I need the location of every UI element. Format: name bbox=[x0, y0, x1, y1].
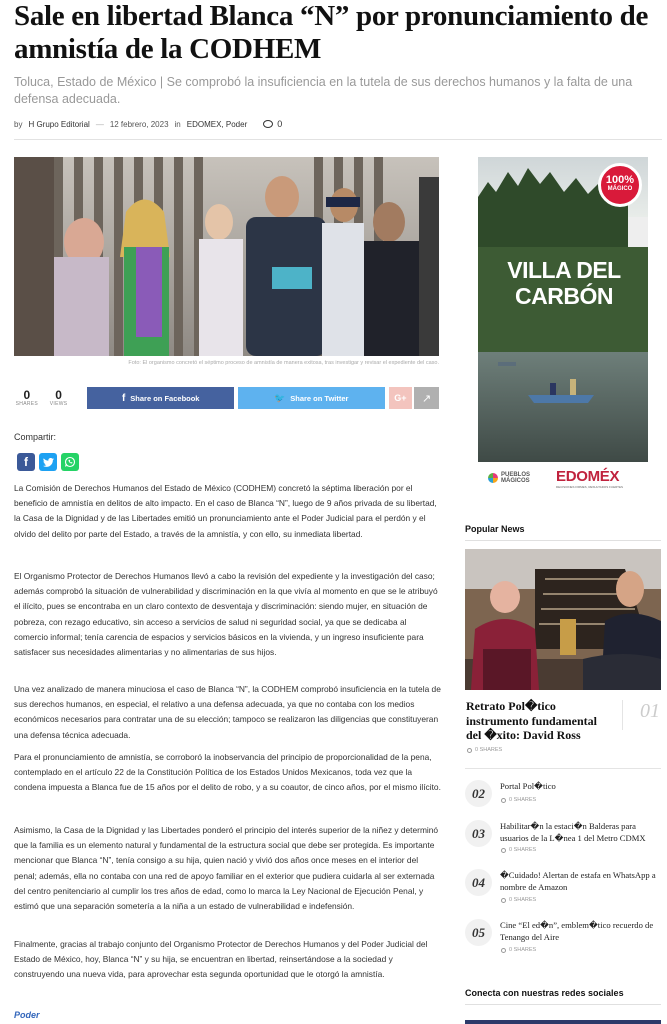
category-tag-link[interactable]: Poder bbox=[14, 1010, 40, 1020]
views-label: VIEWS bbox=[49, 401, 68, 407]
image-caption: Foto: El organismo concretó el séptimo proceso de amnistía de manera exitosa, tras investigar y revisar el expediente del caso. bbox=[128, 360, 439, 366]
article-paragraph: El Organismo Protector de Derechos Humanos llevó a cabo la revisión del expediente y la investigación del caso; además comprobó la situación de vulnerabilidad y discriminación en la que vivía al momento en que se le atribuyó el ilícito, pues se encontraba en un claro contexto de desventaja y discriminación: siendo mujer, en situación de pobreza, con rezago educativo, sin acceso a servicios de salud ni seguridad social, ya que se dedicaba al comercio informal; tenía carencia de espacios y servicios básicos en la vivienda, y un ingreso insuficiente para satisfacer sus necesidades alimentarias y no alimentarias de sus hijos. bbox=[14, 571, 438, 658]
meta-separator: — bbox=[95, 119, 104, 129]
pueblos-magicos-icon bbox=[488, 473, 498, 483]
popular-title[interactable]: �Cuidado! Alertan de estafa en WhatsApp a nombre de Amazon bbox=[500, 870, 656, 892]
share-icon bbox=[467, 748, 472, 753]
share-arrow-icon: ↗ bbox=[422, 392, 432, 405]
share-icon bbox=[501, 948, 506, 953]
popular-rank: 03 bbox=[465, 820, 492, 847]
popular-shares bbox=[501, 947, 536, 953]
featured-news-title[interactable]: Retrato Pol�tico instrumento fundamental del �xito: David Ross bbox=[466, 699, 598, 742]
ad-title-line1: VILLA DEL bbox=[507, 257, 621, 283]
share-more-button[interactable] bbox=[414, 387, 439, 409]
divider bbox=[465, 540, 661, 541]
featured-news-rank: 01 bbox=[622, 700, 660, 730]
by-label: by bbox=[14, 119, 23, 129]
article-paragraph: Asimismo, la Casa de la Dignidad y las Libertades ponderó el principio del interés superior de la niñez y determinó que la familia es un elemento natural y fundamental de la estructura social que debe ser protegida. Es importante mencionar que Blanca “N”, tenía consigo a su hija, quien nació y vivió dos años once meses en el interior del penal; además, ella no contaba con una red de apoyo familiar en el exterior que pudiera cuidarla al ser externada del centro penitenciario al cumplir los tres años de edad, como lo marca la Ley Nacional de Ejecución Penal, y estimó que una separación sometería a la niña a un estado de vulnerabilidad e indefensión. bbox=[14, 825, 439, 912]
advertisement-banner[interactable] bbox=[478, 157, 648, 497]
share-icon bbox=[501, 848, 506, 853]
pueblos-magicos-logo bbox=[488, 472, 530, 484]
edomex-logo bbox=[556, 468, 623, 489]
facebook-icon[interactable]: f bbox=[17, 453, 35, 471]
popular-rank: 04 bbox=[465, 869, 492, 896]
divider bbox=[465, 768, 661, 769]
social-widget[interactable] bbox=[465, 1020, 661, 1024]
ad-landscape-illustration bbox=[478, 157, 648, 497]
in-label: in bbox=[174, 119, 181, 129]
pueblos-label: PUEBLOS bbox=[501, 472, 531, 478]
compartir-label: Compartir: bbox=[14, 432, 57, 442]
popular-title[interactable]: Habilitar�n la estaci�n Balderas para usuarios de la L�nea 1 del Metro CDMX bbox=[500, 821, 646, 843]
popular-shares bbox=[501, 847, 536, 853]
whatsapp-icon[interactable] bbox=[61, 453, 79, 471]
comments-count: 0 bbox=[277, 119, 283, 129]
article-title: Sale en libertad Blanca “N” por pronunciamiento de amnistía de la CODHEM bbox=[14, 0, 649, 65]
edomex-label: EDOMÉX bbox=[556, 468, 620, 485]
article-paragraph: Finalmente, gracias al trabajo conjunto del Organismo Protector de Derechos Humanos y del Poder Judicial del Estado de México, hoy, Blanca “N” y su hija, se encuentran en libertad, reinsertándose a la sociedad y construyendo una nueva vida, para aprovechar esta segunda oportunidad que le otorgó la amnistía. bbox=[14, 939, 428, 980]
share-googleplus-button[interactable] bbox=[389, 387, 413, 409]
popular-rank: 02 bbox=[465, 780, 492, 807]
popular-shares bbox=[501, 897, 536, 903]
ad-badge-pct: 100% bbox=[605, 174, 635, 186]
twitter-icon[interactable] bbox=[39, 453, 57, 471]
comments-link[interactable] bbox=[263, 119, 282, 129]
popular-shares bbox=[501, 797, 536, 803]
shares-text: 0 SHARES bbox=[509, 847, 537, 853]
views-count: 0 bbox=[55, 388, 62, 402]
hero-image bbox=[14, 157, 439, 356]
connect-social-heading: Conecta con nuestras redes sociales bbox=[465, 988, 624, 998]
article-subtitle: Toluca, Estado de México | Se comprobó la insuficiencia en la tutela de sus derechos humanos y la falta de una defensa adecuada. bbox=[14, 75, 633, 106]
popular-rank: 05 bbox=[465, 919, 492, 946]
share-icon bbox=[501, 898, 506, 903]
popular-news-heading: Popular News bbox=[465, 524, 525, 534]
featured-news-shares bbox=[467, 747, 502, 753]
magicos-label: MÁGICOS bbox=[501, 478, 530, 484]
twitter-icon: 🐦 bbox=[274, 392, 286, 403]
shares-label: SHARES bbox=[15, 401, 39, 407]
popular-title[interactable]: Cine “El ed�n”, emblem�tico recuerdo de Tenango del Aire bbox=[500, 920, 654, 942]
ad-badge bbox=[598, 163, 642, 207]
ad-badge-word: MÁGICO bbox=[607, 186, 633, 192]
shares-text: 0 SHARES bbox=[509, 947, 537, 953]
hero-photo-illustration bbox=[14, 157, 439, 356]
share-bar bbox=[14, 387, 439, 409]
views-counter bbox=[46, 389, 72, 407]
divider bbox=[465, 1004, 661, 1005]
publish-date: 12 febrero, 2023 bbox=[109, 119, 169, 129]
article-meta bbox=[14, 119, 282, 129]
share-facebook-label: Share on Facebook bbox=[130, 393, 200, 403]
googleplus-icon: G+ bbox=[394, 393, 407, 403]
comment-icon bbox=[263, 120, 273, 128]
share-icon bbox=[501, 798, 506, 803]
share-twitter-label: Share on Twitter bbox=[290, 393, 349, 403]
facebook-icon: f bbox=[121, 392, 126, 404]
ad-title-line2: CARBÓN bbox=[515, 283, 613, 309]
shares-text: 0 SHARES bbox=[509, 897, 537, 903]
edomex-slogan: DECISIONES FIRMES, RESULTADOS FUERTES bbox=[556, 485, 624, 489]
shares-count: 0 bbox=[23, 388, 31, 402]
popular-title[interactable]: Portal Pol�tico bbox=[500, 781, 556, 791]
article-paragraph: La Comisión de Derechos Humanos del Estado de México (CODHEM) concretó la séptima liberación por el beneficio de amnistía en delitos de alto impacto. En el caso de Blanca “N”, luego de 9 años privada de su libertad, la Casa de la Dignidad y de las Libertades emitió un pronunciamiento ante el Poder Judicial para el perdón y el olvido del delito por parte del Estado, a través de la amnistía, y con ello, su inmediata libertad. bbox=[14, 483, 437, 539]
shares-counter bbox=[14, 389, 40, 407]
featured-photo-illustration bbox=[465, 549, 661, 690]
featured-news-image[interactable] bbox=[465, 549, 661, 690]
social-share-icons bbox=[17, 453, 79, 471]
author-link[interactable]: H Grupo Editorial bbox=[28, 119, 90, 129]
shares-text: 0 SHARES bbox=[509, 797, 537, 803]
article-paragraph: Una vez analizado de manera minuciosa el caso de Blanca “N”, la CODHEM comprobó insuficiencia en la tutela de sus derechos humanos, en especial, el relativo a una defensa adecuada, ya que no contaba con los medios económicos necesarios para contratar una de su elección; tampoco se realizaron las diligencias que constituyeran una defensa técnica adecuada. bbox=[14, 684, 441, 740]
share-twitter-button[interactable] bbox=[238, 387, 385, 409]
category-links[interactable]: EDOMEX, Poder bbox=[186, 119, 248, 129]
divider bbox=[14, 139, 662, 140]
article-paragraph: Para el pronunciamiento de amnistía, se corroboró la inobservancia del principio de proporcionalidad de la pena, contemplado en el artículo 22 de la Constitución Política de los Estados Unidos Mexicanos, toda vez que la condena impuesta a Blanca fue de 15 años por el delito de robo, y a su coautor, de cinco años, por el mismo ilícito. bbox=[14, 752, 441, 793]
share-facebook-button[interactable] bbox=[87, 387, 234, 409]
shares-text: 0 SHARES bbox=[475, 747, 503, 753]
